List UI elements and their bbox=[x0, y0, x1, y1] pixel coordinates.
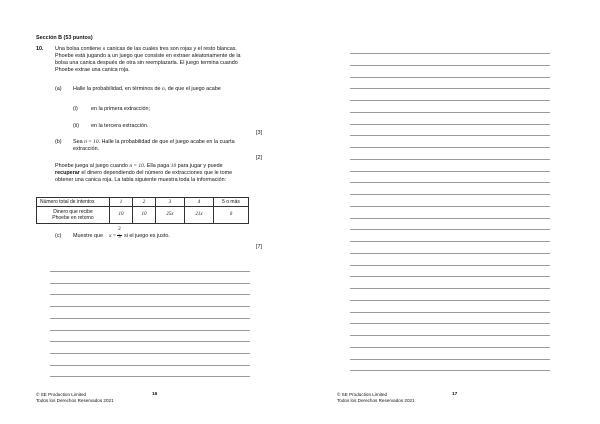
part-a-ii-label: (ii) bbox=[73, 123, 79, 129]
answer-line bbox=[350, 194, 550, 195]
part-a-i-text: en la primera extracción; bbox=[91, 106, 151, 112]
table-cell: 10 bbox=[110, 207, 133, 224]
answer-line bbox=[50, 365, 250, 366]
answer-line bbox=[50, 330, 250, 331]
fraction-denominator: 3 bbox=[118, 235, 121, 240]
answer-line bbox=[50, 318, 250, 319]
answer-line bbox=[50, 294, 250, 295]
part-c-text-b: si el juego es justo. bbox=[124, 233, 170, 239]
answer-line bbox=[350, 124, 550, 125]
right-page bbox=[300, 0, 600, 424]
part-a-text: Halle la probabilidad, en términos de n, de que el juego acabe bbox=[73, 86, 221, 92]
part-b-label: (b) bbox=[55, 139, 62, 145]
page-number: 16 bbox=[152, 392, 158, 397]
table-cell: 25x bbox=[156, 207, 185, 224]
table-row-money bbox=[37, 207, 249, 224]
answer-line bbox=[50, 376, 250, 377]
part-c-label: (c) bbox=[55, 233, 62, 239]
answer-line bbox=[350, 347, 550, 348]
answer-line bbox=[350, 288, 550, 289]
para-line-2: recuperar el dinero dependiendo del número de extracciones que le tome bbox=[55, 170, 233, 176]
footer-copyright: © SE Production Limited bbox=[36, 392, 87, 397]
answer-line bbox=[350, 112, 550, 113]
answer-line bbox=[350, 359, 550, 360]
footer-rights: Todos los Derechos Reservados 2021 bbox=[36, 398, 114, 403]
answer-line bbox=[50, 341, 250, 342]
intro-line-1: Una bolsa contiene n canicas de las cuales tres son rojas y el resto blancas. bbox=[55, 46, 237, 52]
part-a-label: (a) bbox=[55, 86, 62, 92]
table-row-attempts bbox=[37, 198, 249, 207]
part-c-text-a: Muestre que bbox=[73, 233, 103, 239]
table-cell: 2 bbox=[133, 198, 156, 207]
table-cell: 10 bbox=[133, 207, 156, 224]
answer-line bbox=[350, 100, 550, 101]
part-b-text: Sea n = 10. Halle la probabilidad de que el juego acabe en la cuarta bbox=[73, 139, 235, 145]
answer-line bbox=[350, 323, 550, 324]
page-number: 17 bbox=[452, 392, 458, 397]
table-cell: 3 bbox=[156, 198, 185, 207]
answer-line bbox=[350, 241, 550, 242]
part-b-line-2: extracción. bbox=[73, 146, 100, 152]
answer-line bbox=[350, 171, 550, 172]
table-cell: 21x bbox=[185, 207, 214, 224]
answer-line bbox=[350, 135, 550, 136]
answer-line bbox=[350, 147, 550, 148]
answer-line bbox=[350, 159, 550, 160]
answer-line bbox=[350, 265, 550, 266]
part-a-marks: [3] bbox=[256, 130, 262, 136]
answer-line bbox=[50, 306, 250, 307]
table-header-attempts: Número total de intentos bbox=[37, 198, 110, 207]
answer-line bbox=[350, 253, 550, 254]
footer-copyright: © SE Production Limited bbox=[337, 392, 388, 397]
para-line-1: Phoebe juega al juego cuando n = 10. Ella paga 10 para jugar y puede bbox=[55, 163, 223, 169]
answer-line bbox=[350, 335, 550, 336]
answer-line bbox=[350, 206, 550, 207]
answer-line bbox=[350, 65, 550, 66]
answer-line bbox=[50, 271, 250, 272]
payout-table bbox=[36, 197, 249, 224]
part-c-var: x = bbox=[109, 233, 117, 239]
table-cell: 4 bbox=[185, 198, 214, 207]
fraction-numerator: 2 bbox=[118, 227, 121, 232]
answer-line bbox=[350, 182, 550, 183]
question-number: 10. bbox=[36, 46, 44, 52]
table-header-money: Dinero que recibe Phoebe en retorno bbox=[37, 207, 110, 224]
answer-line bbox=[350, 53, 550, 54]
footer-rights: Todos los Derechos Reservados 2021 bbox=[337, 398, 415, 403]
table-cell: 0 bbox=[214, 207, 249, 224]
answer-line bbox=[350, 229, 550, 230]
table-cell: 5 o más bbox=[214, 198, 249, 207]
answer-line bbox=[350, 370, 550, 371]
answer-line bbox=[350, 300, 550, 301]
part-a-i-label: (i) bbox=[73, 106, 78, 112]
answer-line bbox=[350, 77, 550, 78]
intro-line-3: bolsa una canica después de otra sin reemplazarla. El juego termina cuando bbox=[55, 60, 238, 66]
table-cell: 1 bbox=[110, 198, 133, 207]
answer-line bbox=[50, 283, 250, 284]
section-title: Sección B (53 puntos) bbox=[36, 35, 93, 41]
intro-line-4: Phoebe extrae una canica roja. bbox=[55, 67, 130, 73]
part-c-marks: [7] bbox=[256, 244, 262, 250]
part-b-marks: [2] bbox=[256, 155, 262, 161]
answer-line bbox=[350, 88, 550, 89]
answer-line bbox=[350, 312, 550, 313]
para-line-3: obtener una canica roja. La tabla siguiente muestra toda la información: bbox=[55, 177, 227, 183]
intro-line-2: Phoebe está jugando a un juego que consiste en extraer aleatoriamente de la bbox=[55, 53, 241, 59]
part-a-ii-text: en la tercera extracción. bbox=[91, 123, 149, 129]
answer-line bbox=[350, 276, 550, 277]
answer-line bbox=[350, 218, 550, 219]
answer-line bbox=[50, 353, 250, 354]
